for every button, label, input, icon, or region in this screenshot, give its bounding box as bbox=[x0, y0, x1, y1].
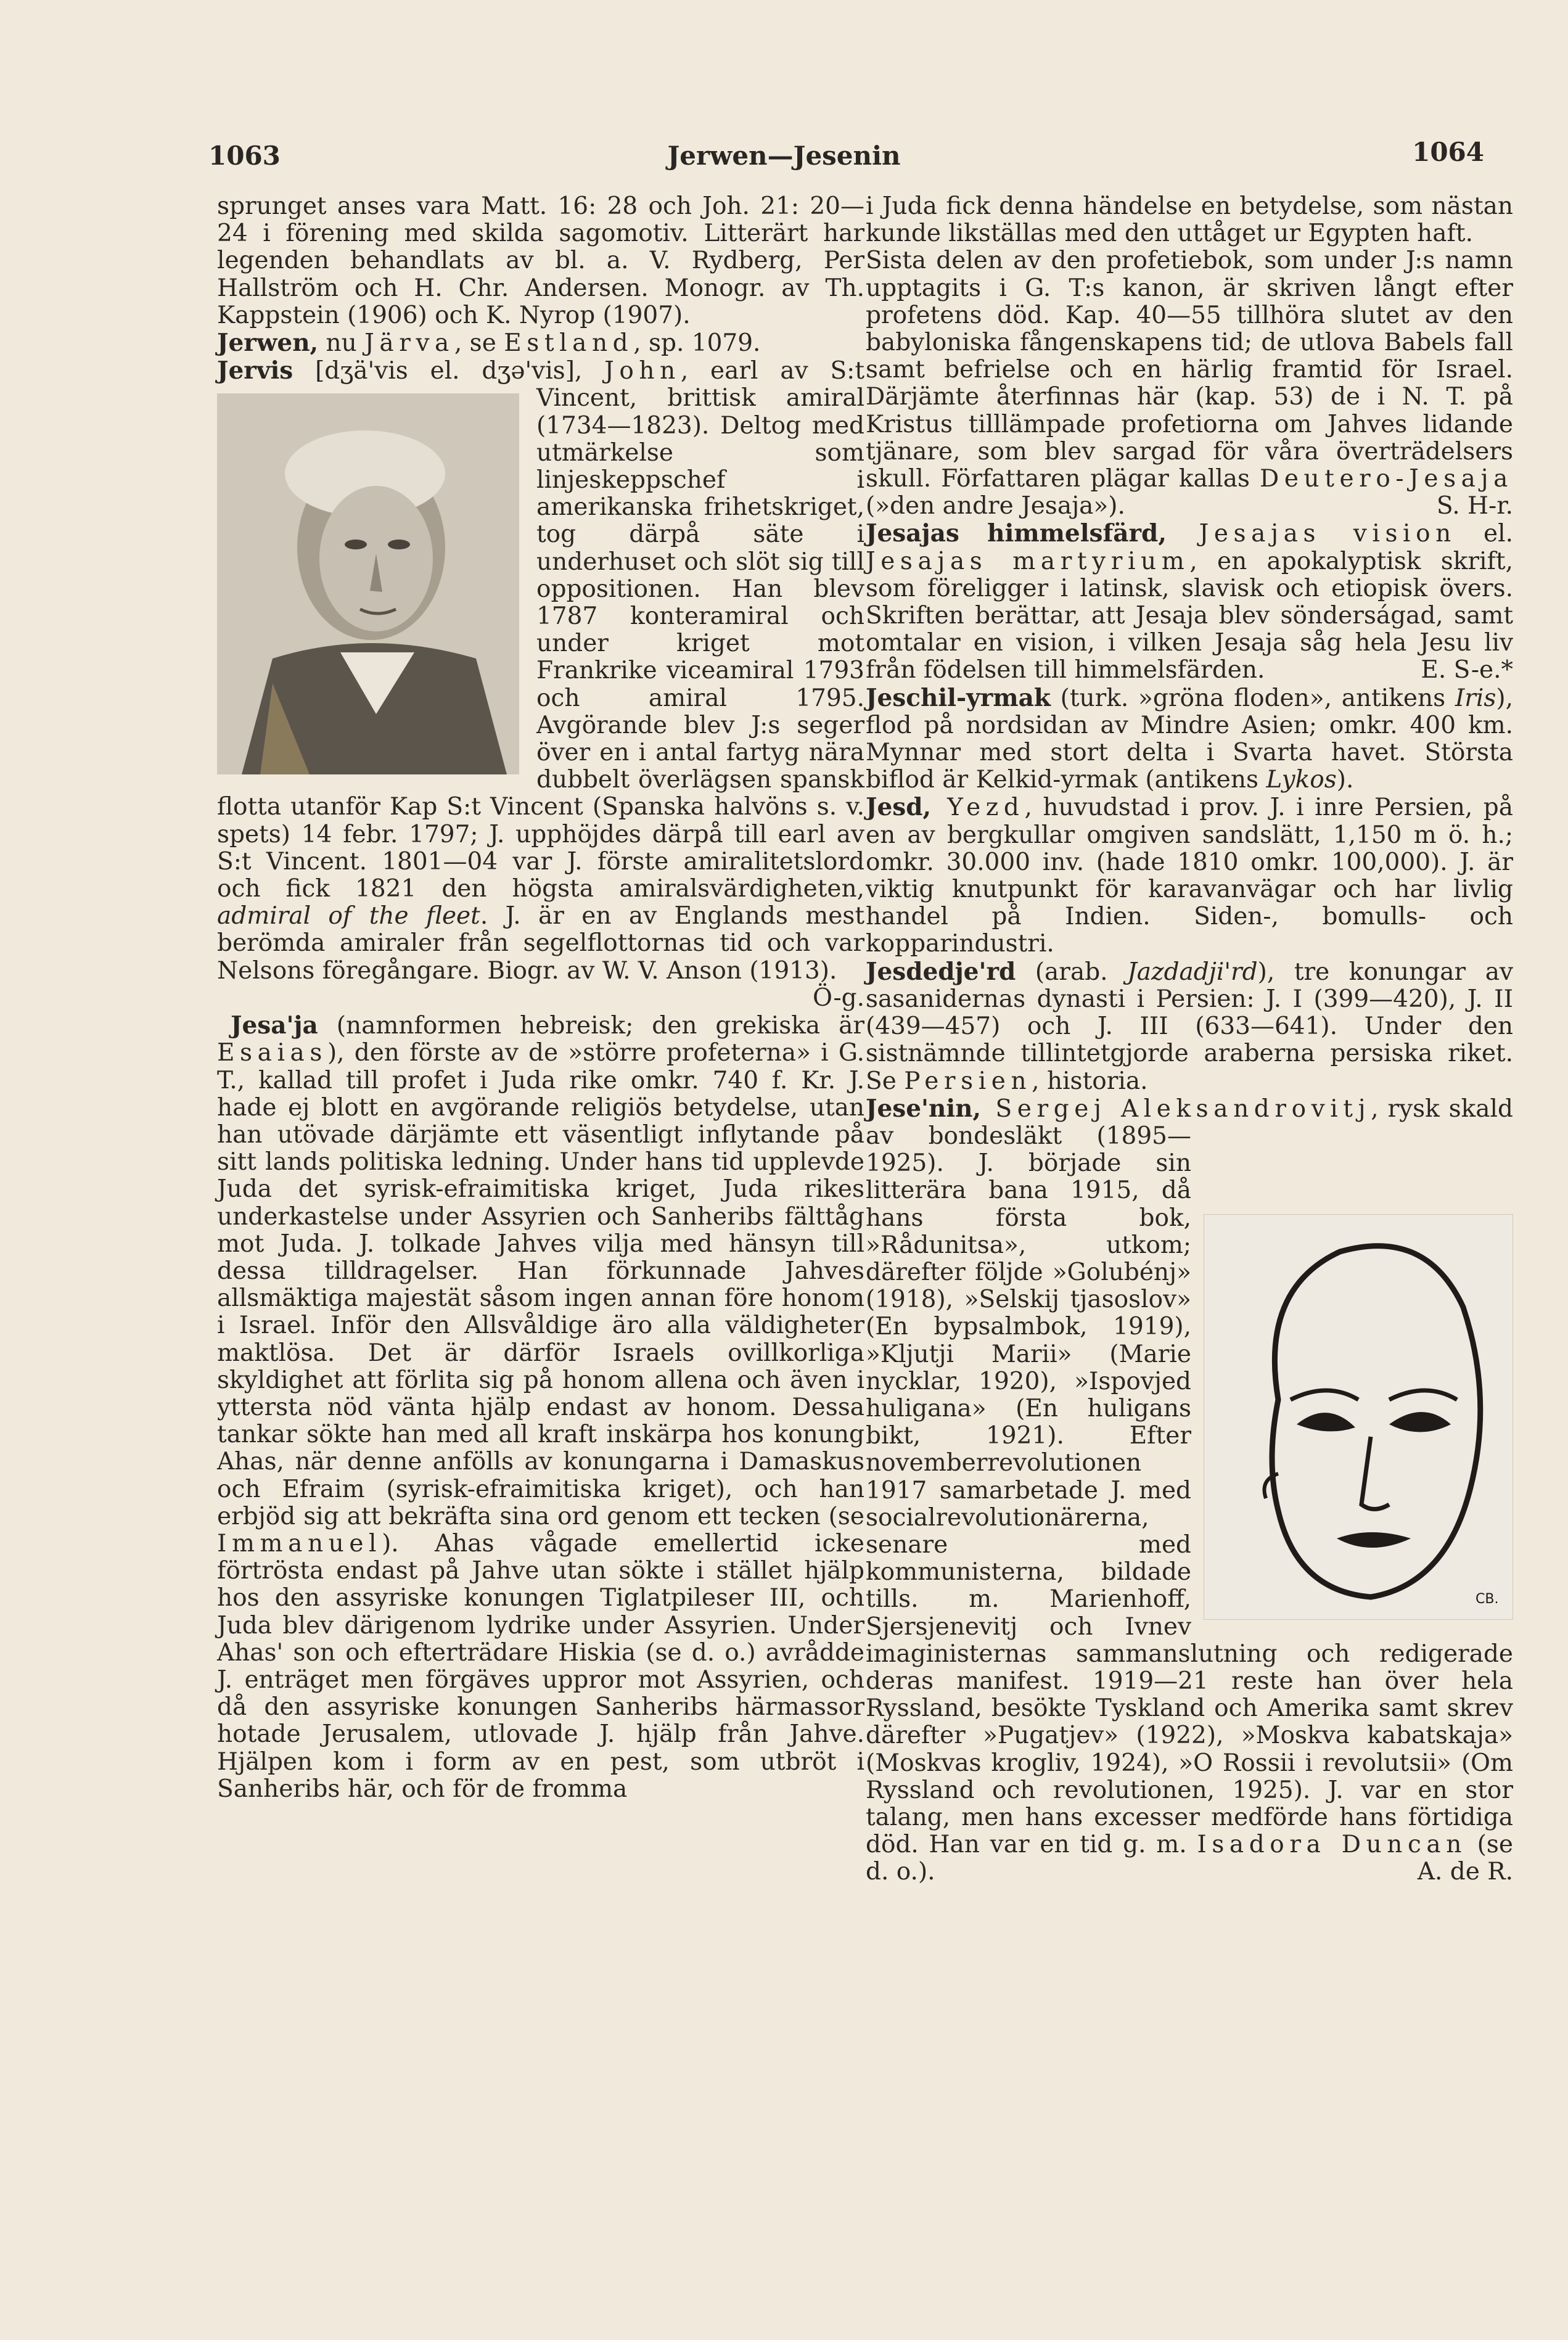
entry-jerwen: Jerwen, nu Järva, se Estland, sp. 1079. bbox=[217, 329, 761, 358]
page-number-right: 1064 bbox=[1412, 137, 1484, 167]
page-title: Jerwen—Jesenin bbox=[667, 141, 901, 171]
headword-jesaja: Jesa'ja bbox=[231, 1011, 318, 1040]
headword-jervis: Jervis bbox=[217, 356, 293, 385]
headword-jesdedjerd: Jesdedje'rd bbox=[866, 957, 1016, 986]
signature-jesenin: A. de R. bbox=[1417, 1858, 1513, 1886]
entry-jesaja-continued: i Juda fick denna händelse en betydelse, som nästan kunde likställas med den uttåget ur Egypten haft. bbox=[866, 192, 1513, 248]
portrait-jervis bbox=[217, 393, 519, 774]
sketch-jesenin bbox=[1204, 1214, 1513, 1620]
signature-himmelsfard: E. S-e.* bbox=[1421, 656, 1513, 684]
entry-jesenin: Jese'nin, Sergej Aleksandrovitj CB. , rysk skald av bondesläkt (1895—1925). J. började sin litterära bana 1915, då hans första bok, »Rådunitsa», utkom; därefter följde »Golubénj» (1918), »Selskij tjasoslov» (En bypsalmbok, 1919), »Kljutji Marii» (Marie nycklar, 1920), »Ispovjed huligana» (En huligans bikt, 1921). Efter novemberrevolutionen 1917 samarbetade J. med socialrevolutionärerna, senare med kommunisterna, bildade tills. m. Marienhoff, Sjersjenevitj och Ivnev imaginisternas sammanslutning och redigerade deras manifest. 1919—21 reste han över hela Ryssland, besökte Tyskland och Amerika samt skrev därefter »Pugatjev» (1922), »Moskva kabatskaja» (Moskvas krogliv, 1924), »O Rossii i revolutsii» (Om Ryssland och revolutionen, 1925). J. var en stor talang, men hans excesser medförde hans förtidiga död. Han var en tid g. m. Isadora Duncan (se d. o.). A. de R. bbox=[866, 1094, 1513, 1886]
headword-himmelsfard: Jesajas himmelsfärd, bbox=[866, 519, 1167, 548]
signature-jervis: Ö-g. bbox=[813, 983, 864, 1012]
headword-jeschil: Jeschil-yrmak bbox=[866, 683, 1051, 712]
left-column bbox=[217, 193, 864, 1803]
entry-jesaja-deutero: Sista delen av den profetiebok, som under J:s namn upptagits i G. T:s kanon, är skriven långt efter profetens död. Kap. 40—55 tillhöra slutet av den babyloniska fångenskapens tid; de utlova Babels fall samt befrielse och en härlig framtid för Israel. Därjämte återfinnas här (kap. 53) de i N. T. på Kristus tilllämpade profetiorna om Jahves lidande tjänare, som blev sargad för våra överträdelsers skull. Författaren plägar kallas Deutero-Jesaja (»den andre Jesaja»). S. H-r. bbox=[866, 247, 1513, 520]
entry-jesdedjerd: Jesdedje'rd (arab. Jazdadji'rd), tre konungar av sasanidernas dynasti i Persien: J. I (399—420), J. II (439—457) och J. III (633—641). Under den sistnämnde tillintetgjorde araberna persiska riket. Se Persien, historia. bbox=[866, 957, 1513, 1095]
page-number-left: 1063 bbox=[208, 141, 281, 171]
entry-jesaja: Jesa'ja (namnformen hebreisk; den grekiska är Esaias), den förste av de »större profeterna» i G. T., kallad till profet i Juda rike omkr. 740 f. Kr. J. hade ej blott en avgörande religiös betydelse, utan han utövade därjämte ett väsentligt inflytande på sitt lands politiska ledning. Under hans tid upplevde Juda det syrisk-efraimitiska kriget, Juda rikes underkastelse under Assyrien och Sanheribs fälttåg mot Juda. J. tolkade Jahves vilja med hänsyn till dessa tilldragelser. Han förkunnade Jahves allsmäktiga majestät såsom ingen annan före honom i Israel. Inför den Allsvåldige äro alla väldigheter maktlösa. Det är därför Israels ovillkorliga skyldighet att förlita sig på honom allena och även i yttersta nöd vänta hjälp endast av honom. Dessa tankar sökte han med all kraft inskärpa hos konung Ahas, när denne anfölls av konungarna i Damaskus och Efraim (syrisk-efraimitiska kriget), och han erbjöd sig att bekräfta sina ord genom ett tecken (se Immanuel). Ahas vågade emellertid icke förtrösta endast på Jahve utan sökte i stället hjälp hos den assyriske konungen Tiglatpileser III, och Juda blev därigenom lydrike under Assyrien. Under Ahas' son och efterträdare Hiskia (se d. o.) avrådde J. enträget men förgäves uppror mot Assyrien, och då den assyriske konungen Sanheribs härmassor hotade Jerusalem, utlovade J. hjälp från Jahve. Hjälpen kom i form av en pest, som utbröt i Sanheribs här, och för de fromma bbox=[217, 1011, 864, 1803]
signature-jesaja: S. H-r. bbox=[1436, 492, 1513, 520]
headword-jerwen: Jerwen, bbox=[217, 329, 319, 358]
right-column bbox=[866, 193, 1513, 1886]
entry-jeschil-yrmak: Jeschil-yrmak (turk. »gröna floden», antikens Iris), flod på nordsidan av Mindre Asien; omkr. 400 km. Mynnar med stort delta i Svarta havet. Största biflod är Kelkid-yrmak (antikens Lykos). bbox=[866, 683, 1513, 794]
headword-jesd: Jesd, bbox=[866, 793, 932, 822]
entry-jervis: Jervis [dʒä'vis el. dʒə'vis], John , earl av S:t Vincent, brittisk amiral (1734—1823). Deltog med utmärkelse som linjeskeppschef i amerikanska frihetskriget, tog därpå säte i underhuset och slöt sig till oppositionen. Han blev 1787 konteramiral och under kriget mot Frankrike viceamiral 1793 och amiral 1795. Avgörande blev J:s seger över en i antal fartyg nära dubbelt överlägsen spansk flotta utanför Kap S:t Vincent (Spanska halvöns s. v. spets) 14 febr. 1797; J. upphöjdes därpå till earl av S:t Vincent. 1801—04 var J. förste amiralitetslord och fick 1821 den högsta amiralsvärdigheten, admiral of the fleet. J. är en av Englands mest berömda amiraler från segelflottornas tid och var Nelsons föregångare. Biogr. av W. V. Anson (1913). Ö-g. bbox=[217, 356, 864, 1012]
entry-jesajas-himmelsfard: Jesajas himmelsfärd, Jesajas vision el. Jesajas martyrium, en apokalyptisk skrift, som föreligger i latinsk, slavisk och etiopisk övers. Skriften berättar, att Jesaja blev sönderságad, samt omtalar en vision, i vilken Jesaja såg hela Jesu liv från födelsen till himmelsfärden. E. S-e.* bbox=[866, 519, 1513, 684]
sketch-mark: CB. bbox=[1476, 1591, 1499, 1607]
entry-jesd: Jesd, Yezd, huvudstad i prov. J. i inre Persien, på en av bergkullar omgiven sandslätt, 1,150 m ö. h.; omkr. 30.000 inv. (hade 1810 omkr. 100,000). J. är viktig knutpunkt för karavanvägar och har livlig handel på Indien. Siden-, bomulls- och kopparindustri. bbox=[866, 793, 1514, 958]
entry-continuation: sprunget anses vara Matt. 16: 28 och Joh. 21: 20—24 i förening med skilda sagomotiv. Litterärt har legenden behandlats av bl. a. V. Rydberg, Per Hallström och H. Chr. Andersen. Monogr. av Th. Kappstein (1906) och K. Nyrop (1907). bbox=[217, 192, 864, 329]
headword-jesenin: Jese'nin, bbox=[866, 1094, 982, 1123]
